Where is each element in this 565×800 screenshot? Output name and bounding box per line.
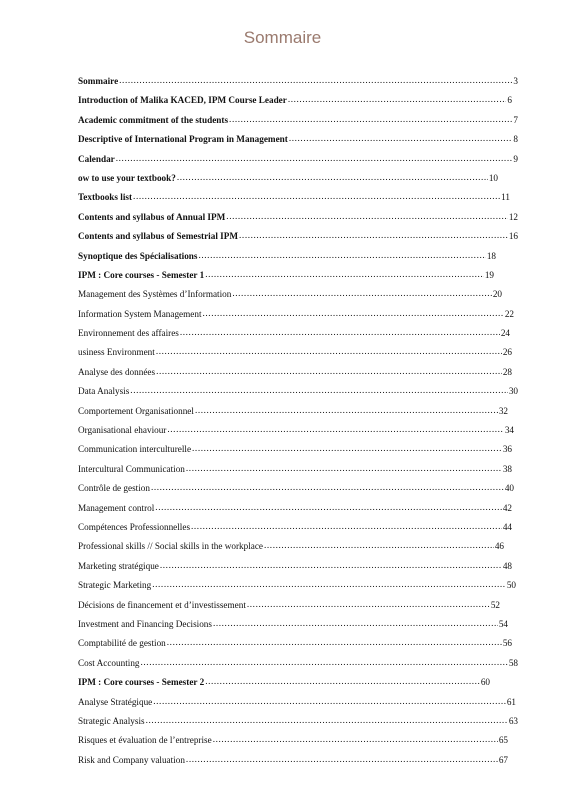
toc-entry-label: Information System Management: [78, 308, 202, 319]
dot-leader: [239, 230, 508, 240]
toc-entry-page-number: 10: [488, 172, 498, 183]
toc-entry[interactable]: [78, 347, 518, 366]
toc-entry[interactable]: [78, 173, 518, 192]
dot-leader: [195, 405, 498, 415]
toc-entry[interactable]: [78, 677, 518, 696]
dot-leader: [264, 540, 494, 550]
toc-entry-page-number: 30: [508, 386, 518, 397]
dot-leader: [203, 308, 504, 318]
dot-leader: [232, 288, 491, 298]
toc-entry[interactable]: [78, 251, 518, 270]
toc-entry-label: IPM : Core courses - Semester 1: [78, 269, 205, 280]
toc-entry-page-number: 19: [484, 269, 494, 280]
toc-entry-label: Descriptive of International Program in Management: [78, 134, 288, 145]
toc-entry-label: Professional skills // Social skills in the workplace: [78, 541, 264, 552]
toc-entry-label: Compétences Professionnelles: [78, 521, 191, 532]
dot-leader: [167, 424, 503, 434]
dot-leader: [155, 502, 502, 512]
toc-entry-label: Contrôle de gestion: [78, 483, 150, 494]
toc-entry-page-number: 20: [492, 289, 502, 300]
toc-entry-label: Strategic Marketing: [78, 580, 152, 591]
toc-entry-page-number: 16: [508, 231, 518, 242]
toc-entry-label: Strategic Analysis: [78, 715, 145, 726]
toc-entry-label: Management des Systèmes d’Information: [78, 289, 232, 300]
toc-entry-page-number: 11: [501, 192, 510, 203]
toc-entry[interactable]: [78, 309, 518, 328]
toc-entry-page-number: 61: [506, 696, 516, 707]
dot-leader: [133, 191, 500, 201]
toc-entry-page-number: 54: [498, 618, 508, 629]
toc-entry[interactable]: [78, 212, 518, 231]
toc-entry-page-number: 3: [513, 76, 518, 86]
toc-entry[interactable]: [78, 386, 518, 405]
toc-entry[interactable]: [78, 289, 518, 308]
toc-entry-label: Management control: [78, 502, 155, 513]
toc-entry-label: Cost Accounting: [78, 657, 140, 668]
toc-entry-page-number: 60: [480, 677, 490, 688]
toc-entry-label: Marketing stratégique: [78, 560, 159, 571]
toc-entry-label: Synoptique des Spécialisations: [78, 250, 198, 261]
toc-entry-page-number: 28: [502, 366, 512, 377]
toc-entry-page-number: 18: [486, 250, 496, 261]
toc-entry-label: Environnement des affaires: [78, 328, 179, 339]
toc-entry[interactable]: [78, 76, 518, 95]
toc-entry-page-number: 32: [498, 405, 508, 416]
toc-entry[interactable]: [78, 95, 518, 114]
dot-leader: [205, 676, 480, 686]
dot-leader: [141, 657, 508, 667]
dot-leader: [152, 579, 506, 589]
toc-entry-label: Analyse Stratégique: [78, 696, 153, 707]
dot-leader: [186, 463, 502, 473]
dot-leader: [226, 211, 508, 221]
toc-entry[interactable]: [78, 755, 518, 774]
toc-entry-label: Contents and syllabus of Semestrial IPM: [78, 231, 239, 242]
dot-leader: [192, 443, 502, 453]
toc-entry[interactable]: [78, 444, 518, 463]
dot-leader: [198, 250, 485, 260]
toc-entry-label: Textbooks list: [78, 192, 133, 203]
toc-entry[interactable]: [78, 115, 518, 134]
dot-leader: [186, 754, 498, 764]
toc-entry-page-number: 42: [502, 502, 512, 513]
dot-leader: [191, 521, 502, 531]
toc-entry-page-number: 8: [513, 134, 518, 145]
dot-leader: [213, 734, 498, 744]
toc-entry-label: Décisions de financement et d’investissement: [78, 599, 246, 610]
dot-leader: [289, 133, 513, 143]
toc-entry-label: Organisational ehaviour: [78, 425, 167, 436]
toc-entry-page-number: 22: [504, 308, 514, 319]
dot-leader: [180, 327, 500, 337]
toc-entry[interactable]: [78, 425, 518, 444]
toc-entry-page-number: 34: [504, 425, 514, 436]
toc-entry-label: Comptabilité de gestion: [78, 638, 166, 649]
toc-entry[interactable]: [78, 600, 518, 619]
toc-entry-label: Sommaire: [78, 76, 119, 86]
toc-entry-page-number: 9: [513, 153, 518, 164]
dot-leader: [160, 560, 502, 570]
toc-entry-page-number: 44: [502, 521, 512, 532]
toc-entry[interactable]: [78, 522, 518, 541]
dot-leader: [229, 114, 512, 124]
toc-entry-page-number: 67: [498, 754, 508, 765]
dot-leader: [213, 618, 498, 628]
toc-entry-page-number: 40: [504, 483, 514, 494]
toc-entry-page-number: 58: [508, 657, 518, 668]
toc-entry-page-number: 46: [494, 541, 504, 552]
page-title: Sommaire: [243, 28, 322, 47]
toc-entry-label: Intercultural Communication: [78, 463, 185, 474]
dot-leader: [167, 637, 502, 647]
toc-entry[interactable]: [78, 697, 518, 716]
toc-entry[interactable]: [78, 658, 518, 677]
toc-entry[interactable]: [78, 328, 518, 347]
toc-entry-label: Academic commitment of the students: [78, 114, 229, 125]
toc-entry[interactable]: [78, 619, 518, 638]
toc-entry-label: Comportement Organisationnel: [78, 405, 194, 416]
dot-leader: [153, 696, 506, 706]
toc-entry-label: Contents and syllabus of Annual IPM: [78, 211, 226, 222]
toc-entry[interactable]: [78, 270, 518, 289]
dot-leader: [151, 482, 504, 492]
toc-entry[interactable]: [78, 367, 518, 386]
dot-leader: [247, 599, 490, 609]
dot-leader: [205, 269, 484, 279]
toc-entry-label: Investment and Financing Decisions: [78, 618, 212, 629]
dot-leader: [156, 346, 502, 356]
toc-entry-label: IPM : Core courses - Semester 2: [78, 677, 205, 688]
toc-entry-label: Calendar: [78, 153, 115, 164]
toc-entry-page-number: 63: [508, 715, 518, 726]
toc-entry-label: Risk and Company valuation: [78, 754, 185, 765]
toc-entry-label: Introduction of Malika KACED, IPM Course Leader: [78, 95, 287, 106]
toc-entry-label: ow to use your textbook?: [78, 172, 176, 183]
dot-leader: [156, 366, 502, 376]
toc-entry[interactable]: [78, 231, 518, 250]
toc-entry[interactable]: [78, 464, 518, 483]
toc-entry[interactable]: [78, 561, 518, 580]
toc-entry[interactable]: [78, 154, 518, 173]
toc-entry-page-number: 7: [513, 114, 518, 125]
toc-entry-page-number: 6: [507, 95, 512, 106]
toc-entry-page-number: 56: [502, 638, 512, 649]
toc-entry-page-number: 38: [502, 463, 512, 474]
toc-entry[interactable]: [78, 716, 518, 735]
toc-entry-page-number: 24: [500, 328, 510, 339]
toc-entry[interactable]: [78, 638, 518, 657]
toc-entry-label: Risques et évaluation de l’entreprise: [78, 735, 212, 746]
toc-entry[interactable]: [78, 134, 518, 153]
dot-leader: [177, 172, 488, 182]
toc-entry[interactable]: [78, 503, 518, 522]
toc-entry-label: Analyse des données: [78, 366, 156, 377]
toc-entry[interactable]: [78, 735, 518, 754]
toc-entry-page-number: 65: [498, 735, 508, 746]
toc-entry-label: Communication interculturelle: [78, 444, 192, 455]
toc-entry-page-number: 52: [490, 599, 500, 610]
toc-entry-page-number: 48: [502, 560, 512, 571]
toc-entry[interactable]: [78, 483, 518, 502]
toc-entry-label: Data Analysis: [78, 386, 130, 397]
dot-leader: [116, 153, 513, 163]
dot-leader: [130, 385, 508, 395]
toc-entry[interactable]: [78, 580, 518, 599]
toc-entry-page-number: 26: [502, 347, 512, 358]
table-of-contents: [78, 76, 518, 774]
dot-leader: [288, 94, 507, 104]
toc-entry[interactable]: [78, 541, 518, 560]
toc-entry[interactable]: [78, 192, 518, 211]
toc-entry-page-number: 12: [508, 211, 518, 222]
toc-entry-label: usiness Environment: [78, 347, 155, 358]
toc-entry[interactable]: [78, 406, 518, 425]
toc-entry-page-number: 36: [502, 444, 512, 455]
toc-entry-page-number: 50: [506, 580, 516, 591]
dot-leader: [119, 75, 512, 85]
dot-leader: [146, 715, 508, 725]
